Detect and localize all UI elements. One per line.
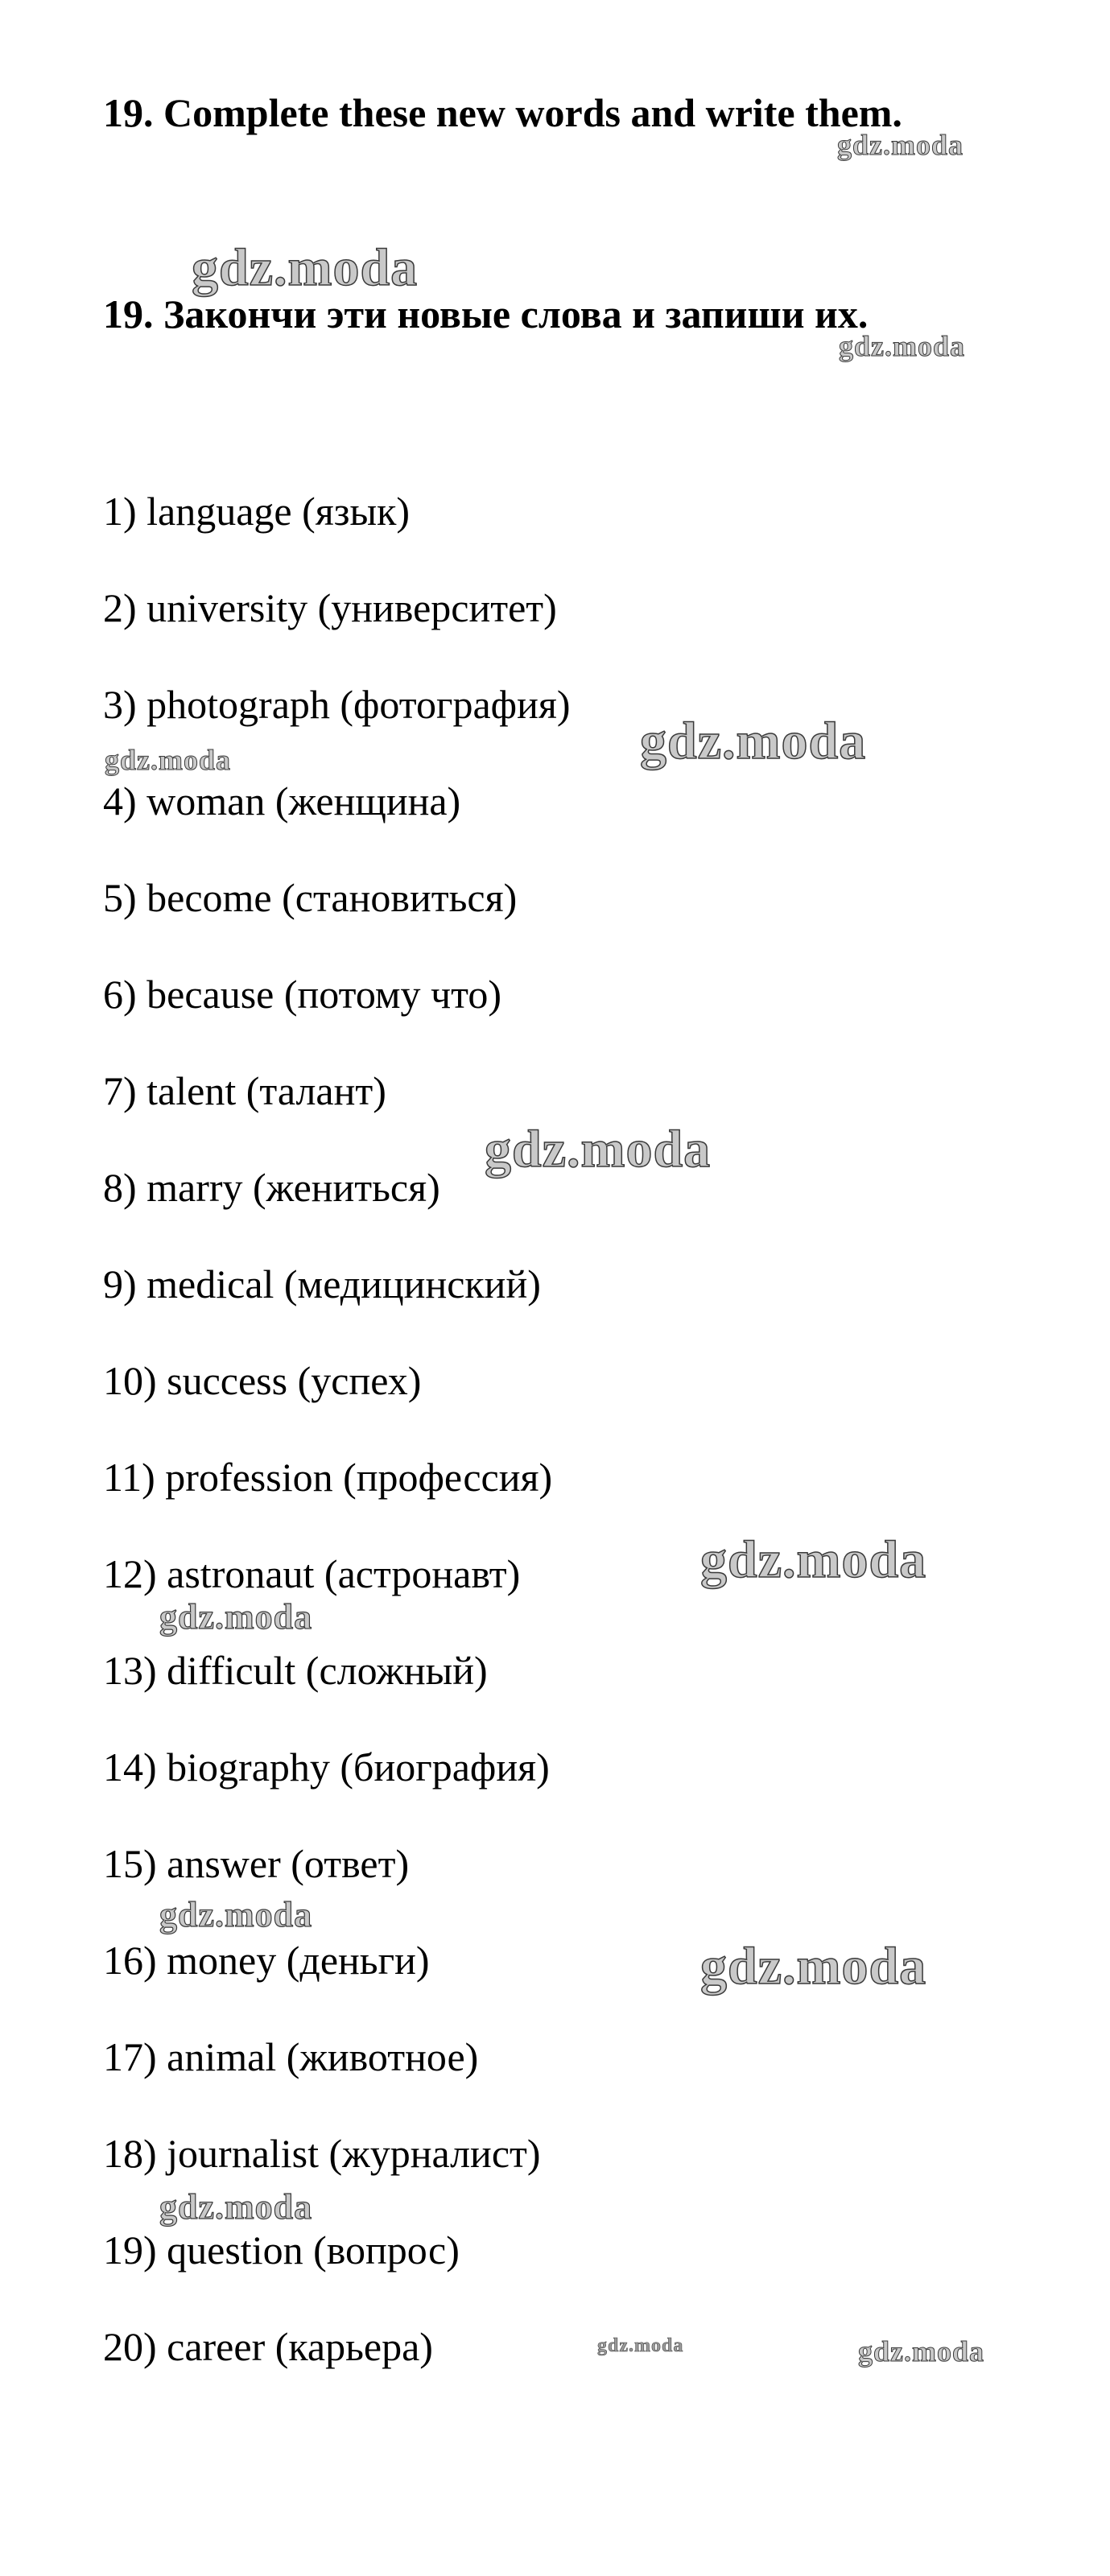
word-item-19: 19) question (вопрос) — [103, 2227, 460, 2273]
word-item-4: 4) woman (женщина) — [103, 778, 461, 824]
word-item-3: 3) photograph (фотография) — [103, 682, 571, 727]
word-item-7: 7) talent (талант) — [103, 1068, 386, 1113]
watermark: gdz.moda — [700, 1530, 927, 1589]
watermark: gdz.moda — [839, 330, 966, 362]
word-item-6: 6) because (потому что) — [103, 972, 501, 1017]
word-item-20: 20) career (карьера) — [103, 2324, 433, 2369]
word-item-5: 5) become (становиться) — [103, 875, 518, 920]
word-item-14: 14) biography (биография) — [103, 1744, 550, 1790]
exercise-heading-english: 19. Complete these new words and write them. — [103, 90, 902, 135]
exercise-heading-russian: 19. Закончи эти новые слова и запиши их. — [103, 291, 869, 336]
word-item-17: 17) animal (животное) — [103, 2034, 479, 2079]
watermark: gdz.moda — [700, 1937, 927, 1996]
word-item-13: 13) difficult (сложный) — [103, 1648, 488, 1693]
watermark: gdz.moda — [837, 129, 964, 161]
watermark: gdz.moda — [640, 712, 867, 770]
word-item-16: 16) money (деньги) — [103, 1938, 430, 1983]
watermark: gdz.moda — [597, 2335, 684, 2356]
watermark: gdz.moda — [192, 238, 419, 297]
word-item-11: 11) profession (профессия) — [103, 1455, 553, 1500]
word-item-8: 8) marry (жениться) — [103, 1165, 440, 1210]
word-item-12: 12) astronaut (астронавт) — [103, 1551, 521, 1596]
watermark: gdz.moda — [159, 2187, 313, 2227]
word-item-15: 15) answer (ответ) — [103, 1841, 410, 1886]
watermark: gdz.moda — [105, 744, 232, 776]
watermark: gdz.moda — [858, 2335, 985, 2368]
word-list — [103, 487, 570, 2419]
word-item-10: 10) success (успех) — [103, 1358, 422, 1403]
word-item-1: 1) language (язык) — [103, 489, 411, 534]
word-item-9: 9) medical (медицинский) — [103, 1261, 541, 1307]
watermark: gdz.moda — [159, 1895, 313, 1934]
word-item-18: 18) journalist (журналист) — [103, 2131, 541, 2176]
watermark: gdz.moda — [159, 1597, 313, 1637]
word-item-2: 2) university (университет) — [103, 585, 557, 630]
watermark: gdz.moda — [485, 1120, 712, 1179]
